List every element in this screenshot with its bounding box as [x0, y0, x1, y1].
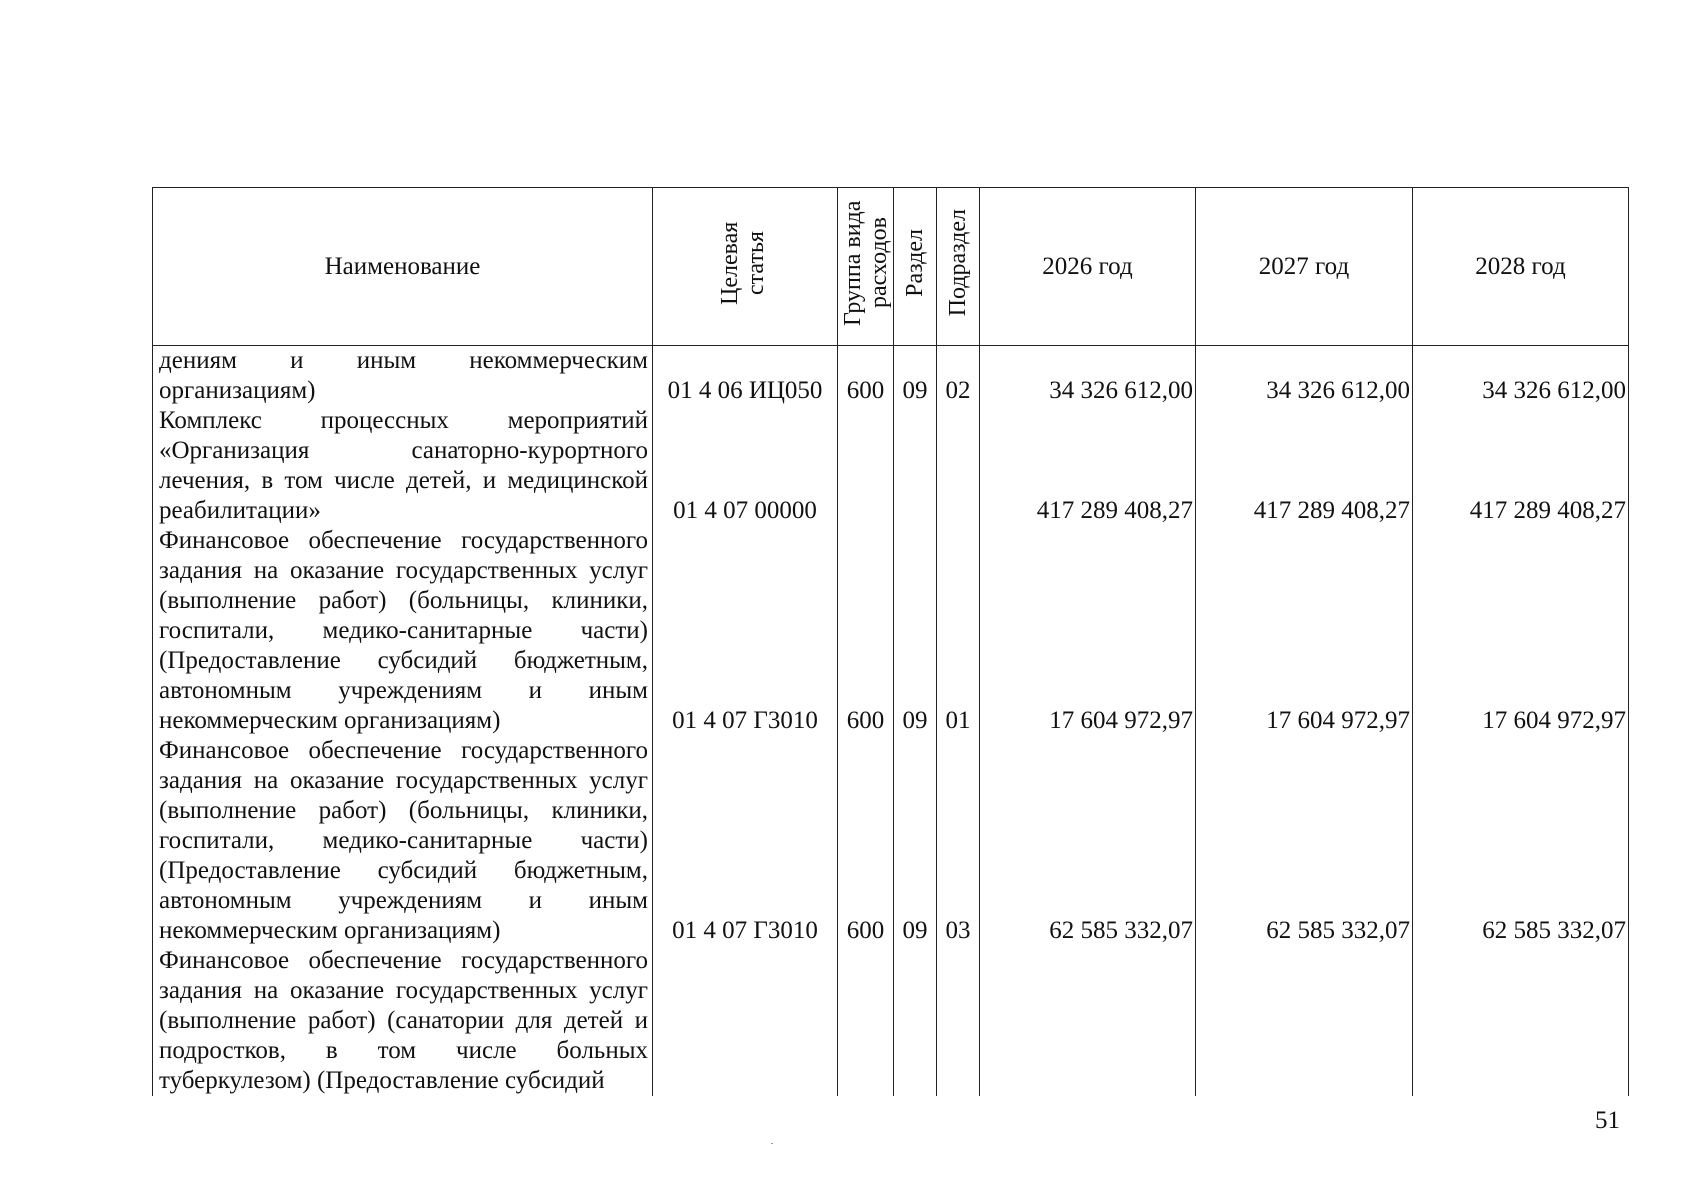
row-name: Финансовое обеспечение государственного задания на оказание государственных услуг (выполнение работ) (санатории для детей и подростков, в том числе больных туберкулезом) (Предоставление субсидий [153, 946, 653, 1096]
row-name: дениям и иным некоммерческим организациям) [153, 346, 653, 407]
row-name: Комплекс процессных мероприятий «Организация санаторно-курортного лечения, в том числе детей, и медицинской реабилитации» [153, 406, 653, 526]
row-2026 [980, 946, 1196, 1096]
row-section: 09 [894, 526, 937, 736]
row-group [838, 406, 894, 526]
row-2027: 34 326 612,00 [1196, 346, 1413, 407]
header-name: Наименование [153, 188, 653, 346]
row-2027: 417 289 408,27 [1196, 406, 1413, 526]
row-group [838, 946, 894, 1096]
row-2026: 34 326 612,00 [980, 346, 1196, 407]
table-row [153, 736, 1629, 946]
row-group: 600 [838, 346, 894, 407]
page-number: 51 [1595, 1107, 1620, 1134]
row-section [894, 946, 937, 1096]
table-row [153, 946, 1629, 1096]
row-target [653, 946, 838, 1096]
row-section: 09 [894, 346, 937, 407]
table-header-row [153, 188, 1629, 346]
row-2028: 34 326 612,00 [1413, 346, 1629, 407]
row-2028: 17 604 972,97 [1413, 526, 1629, 736]
row-2027 [1196, 946, 1413, 1096]
row-subsection: 02 [937, 346, 980, 407]
row-target: 01 4 07 00000 [653, 406, 838, 526]
budget-table [152, 187, 1629, 1096]
table-row [153, 526, 1629, 736]
row-subsection: 03 [937, 736, 980, 946]
row-2028: 417 289 408,27 [1413, 406, 1629, 526]
row-subsection [937, 406, 980, 526]
header-year-2027: 2027 год [1196, 188, 1413, 346]
row-2027: 17 604 972,97 [1196, 526, 1413, 736]
row-group: 600 [838, 736, 894, 946]
row-2028: 62 585 332,07 [1413, 736, 1629, 946]
row-2028 [1413, 946, 1629, 1096]
row-2026: 17 604 972,97 [980, 526, 1196, 736]
row-name: Финансовое обеспечение государственного задания на оказание государственных услуг (выполнение работ) (больницы, клиники, госпитали, медико-санитарные части) (Предоставление субсидий бюджетным, автономным учреждениям и иным некоммерческим организациям) [153, 736, 653, 946]
row-subsection: 01 [937, 526, 980, 736]
header-year-2026: 2026 год [980, 188, 1196, 346]
header-section: Раздел [894, 188, 937, 346]
row-subsection [937, 946, 980, 1096]
row-target: 01 4 07 Г3010 [653, 736, 838, 946]
row-name: Финансовое обеспечение государственного задания на оказание государственных услуг (выполнение работ) (больницы, клиники, госпитали, медико-санитарные части) (Предоставление субсидий бюджетным, автономным учреждениям и иным некоммерческим организациям) [153, 526, 653, 736]
header-target: Целевая статья [653, 188, 838, 346]
header-group: Группа вида расходов [838, 188, 894, 346]
row-group: 600 [838, 526, 894, 736]
row-section: 09 [894, 736, 937, 946]
row-2027: 62 585 332,07 [1196, 736, 1413, 946]
header-year-2028: 2028 год [1413, 188, 1629, 346]
scan-speck [771, 1143, 773, 1144]
row-2026: 417 289 408,27 [980, 406, 1196, 526]
table-row [153, 346, 1629, 407]
table-row [153, 406, 1629, 526]
header-subsection: Подраздел [937, 188, 980, 346]
row-2026: 62 585 332,07 [980, 736, 1196, 946]
row-section [894, 406, 937, 526]
row-target: 01 4 07 Г3010 [653, 526, 838, 736]
row-target: 01 4 06 ИЦ050 [653, 346, 838, 407]
